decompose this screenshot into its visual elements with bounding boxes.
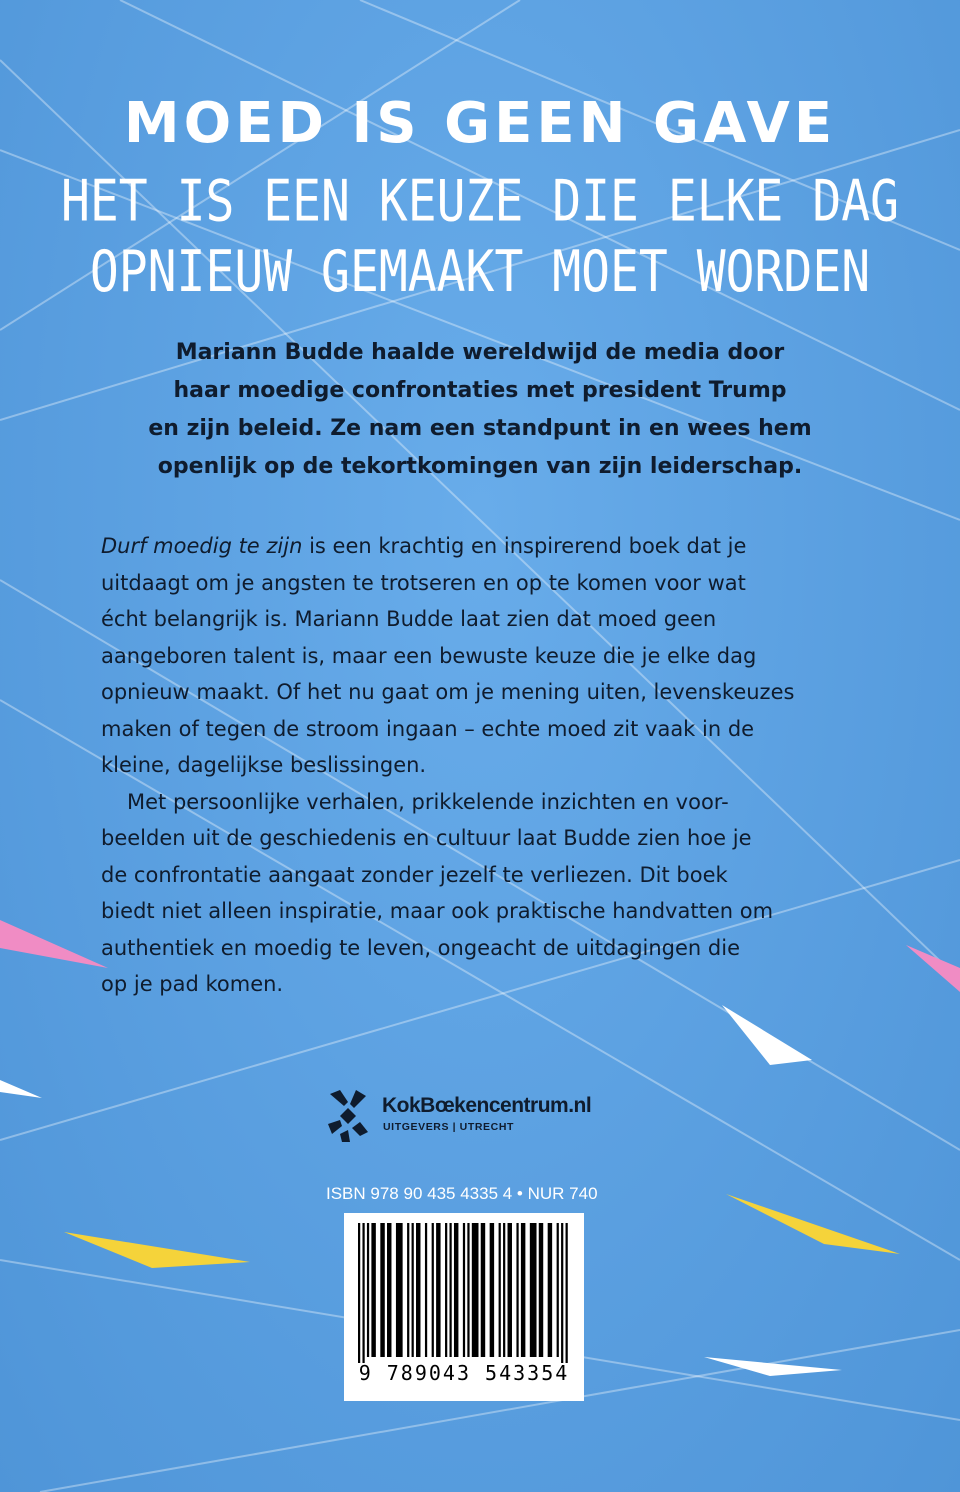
barcode-bar bbox=[416, 1223, 420, 1357]
barcode-bar bbox=[358, 1223, 360, 1363]
barcode-bar bbox=[387, 1223, 391, 1357]
barcode-bar bbox=[463, 1223, 465, 1357]
intro-line: openlijk op de tekortkomingen van zijn leiderschap. bbox=[157, 454, 803, 479]
barcode-bar bbox=[380, 1223, 384, 1357]
body-line: de confrontatie aangaat zonder jezelf te verliezen. Dit boek bbox=[101, 862, 728, 887]
intro-line: haar moedige confrontaties met president Trump bbox=[173, 378, 787, 403]
barcode-bar bbox=[499, 1223, 501, 1357]
barcode-bar bbox=[412, 1223, 414, 1357]
body-line: Met persoonlijke verhalen, prikkelende inzichten en voor- bbox=[127, 789, 729, 814]
barcode-bar bbox=[445, 1223, 447, 1357]
body-line: opnieuw maakt. Of het nu gaat om je mening uiten, levenskeuzes bbox=[101, 680, 795, 704]
barcode-bar bbox=[516, 1223, 518, 1357]
barcode-bar bbox=[566, 1223, 568, 1363]
body-line: écht belangrijk is. Mariann Budde laat zien dat moed geen bbox=[101, 607, 717, 631]
barcode-bar bbox=[407, 1223, 409, 1357]
book-title: Durf moedig te zijn bbox=[101, 534, 303, 558]
white-pennant-left bbox=[0, 1080, 42, 1098]
body-line bbox=[101, 528, 861, 565]
pink-pennant-left bbox=[0, 920, 108, 968]
barcode-bar bbox=[449, 1223, 451, 1357]
barcode-bar bbox=[503, 1223, 505, 1357]
barcode-bar bbox=[396, 1223, 403, 1357]
barcode-number: 9 789043 543354 bbox=[358, 1361, 570, 1385]
barcode bbox=[344, 1213, 584, 1401]
barcode-bar bbox=[548, 1223, 552, 1357]
white-pennant-right bbox=[722, 1005, 812, 1065]
barcode-bar bbox=[521, 1223, 525, 1357]
barcode-bar bbox=[481, 1223, 485, 1357]
pink-pennant-right bbox=[906, 945, 960, 992]
barcode-bar bbox=[530, 1223, 537, 1357]
publisher-name: KokBœkencentrum.nl bbox=[382, 1094, 592, 1117]
intro-paragraph bbox=[120, 334, 840, 486]
yellow-pennant-left bbox=[64, 1232, 250, 1268]
barcode-bar bbox=[467, 1223, 469, 1357]
intro-line: en zijn beleid. Ze nam een standpunt in en wees hem bbox=[148, 416, 812, 441]
barcode-bar bbox=[561, 1223, 563, 1363]
barcode-bar bbox=[425, 1223, 427, 1357]
body-line: kleine, dagelijkse beslissingen. bbox=[101, 753, 427, 777]
kok-boekencentrum-logo-icon bbox=[326, 1088, 370, 1144]
barcode-bar bbox=[436, 1223, 440, 1357]
barcode-bar bbox=[367, 1223, 369, 1357]
publisher-subtitle: UITGEVERS | UTRECHT bbox=[383, 1121, 515, 1133]
headline-primary: MOED IS GEEN GAVE bbox=[123, 91, 837, 156]
body-text bbox=[101, 528, 861, 1003]
headline-secondary-line: OPNIEUW GEMAAKT MOET WORDEN bbox=[89, 239, 871, 306]
barcode-bar bbox=[539, 1223, 543, 1357]
body-line: maken of tegen de stroom ingaan – echte moed zit vaak in de bbox=[101, 716, 755, 741]
barcode-bar bbox=[472, 1223, 479, 1357]
barcode-bar bbox=[362, 1223, 364, 1363]
barcode-bar bbox=[371, 1223, 375, 1357]
body-line: aangeboren talent is, maar een bewuste keuze die je elke dag bbox=[101, 643, 757, 668]
body-line: uitdaagt om je angsten te trotseren en op te komen voor wat bbox=[101, 570, 746, 595]
white-pennant-bottom bbox=[704, 1357, 842, 1376]
body-line: biedt niet alleen inspiratie, maar ook praktische handvatten om bbox=[101, 899, 774, 923]
barcode-bar bbox=[490, 1223, 494, 1357]
barcode-bar bbox=[557, 1223, 559, 1357]
barcode-bar bbox=[508, 1223, 512, 1357]
barcode-bar bbox=[432, 1223, 434, 1357]
headline-secondary bbox=[0, 166, 960, 308]
isbn-nur-line: ISBN 978 90 435 4335 4 • NUR 740 bbox=[326, 1184, 598, 1203]
yellow-pennant-right bbox=[726, 1194, 900, 1254]
intro-line: Mariann Budde haalde wereldwijd de media door bbox=[175, 340, 785, 365]
publisher-logo bbox=[326, 1088, 666, 1148]
body-line: beelden uit de geschiedenis en cultuur laat Budde zien hoe je bbox=[101, 826, 752, 850]
body-line: authentiek en moedig te leven, ongeacht de uitdagingen die bbox=[101, 935, 741, 960]
barcode-bar bbox=[454, 1223, 458, 1357]
headline-secondary-line: HET IS EEN KEUZE DIE ELKE DAG bbox=[60, 168, 900, 235]
body-line: op je pad komen. bbox=[101, 972, 284, 996]
body-line-rest: is een krachtig en inspirerend boek dat je bbox=[302, 534, 747, 558]
